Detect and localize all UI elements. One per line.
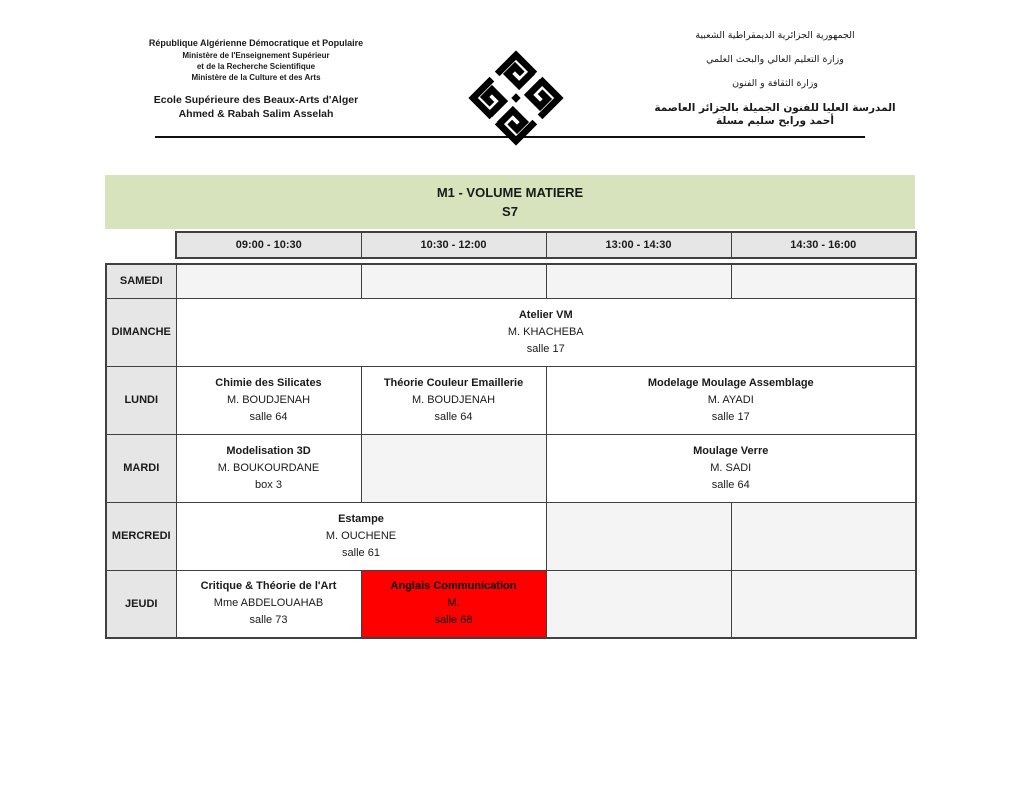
empty-cell xyxy=(546,264,731,298)
course-cell-modelage xyxy=(546,366,916,434)
page-title: M1 - VOLUME MATIERE xyxy=(436,185,584,200)
course-title: Théorie Couleur Emaillerie xyxy=(383,376,524,389)
course-cell-critique xyxy=(176,570,361,638)
day-cell: DIMANCHE xyxy=(106,298,176,366)
time-header-cell-2: 10:30 - 12:00 xyxy=(361,232,546,258)
course-title: Estampe xyxy=(338,512,384,525)
row-mercredi xyxy=(106,502,916,570)
empty-cell xyxy=(731,502,916,570)
course-teacher: M. BOUKOURDANE xyxy=(217,461,320,474)
course-cell-chimie xyxy=(176,366,361,434)
school-logo xyxy=(464,46,569,151)
ministry-line-2: et de la Recherche Scientifique xyxy=(196,62,316,71)
course-title: Chimie des Silicates xyxy=(215,376,322,389)
course-title: Modelisation 3D xyxy=(226,444,311,457)
course-room: box 3 xyxy=(255,478,282,491)
day-cell: MARDI xyxy=(106,434,176,502)
empty-cell xyxy=(546,502,731,570)
empty-cell xyxy=(731,264,916,298)
course-title: Critique & Théorie de l'Art xyxy=(200,580,337,593)
row-mardi xyxy=(106,434,916,502)
school-name-fr-2: Ahmed & Rabah Salim Asselah xyxy=(178,108,334,120)
course-title: Anglais Communication xyxy=(390,580,517,593)
semester-label: S7 xyxy=(502,204,518,219)
course-teacher: M. BOUDJENAH xyxy=(226,393,311,406)
table-row xyxy=(176,232,916,258)
empty-cell xyxy=(176,264,361,298)
day-cell: JEUDI xyxy=(106,570,176,638)
school-name-ar-2: أحمد ورابح سليم مسلة xyxy=(716,115,834,127)
course-teacher: M. KHACHEBA xyxy=(507,325,584,338)
row-jeudi xyxy=(106,570,916,638)
course-teacher: M. AYADI xyxy=(707,393,754,406)
ministry-line-3: Ministère de la Culture et des Arts xyxy=(191,73,321,82)
empty-cell xyxy=(731,570,916,638)
school-name-fr: Ecole Supérieure des Beaux-Arts d'Alger xyxy=(153,94,359,106)
course-room: salle 64 xyxy=(711,478,750,491)
course-teacher: M. SADI xyxy=(710,461,752,474)
time-header-cell-1: 09:00 - 10:30 xyxy=(176,232,361,258)
row-dimanche xyxy=(106,298,916,366)
course-room: salle 17 xyxy=(526,342,565,355)
row-lundi xyxy=(106,366,916,434)
course-title: Moulage Verre xyxy=(693,444,769,457)
course-room: salle 64 xyxy=(249,410,288,423)
course-teacher: M. xyxy=(447,597,460,610)
ministry-line-ar-1: وزارة التعليم العالي والبحث العلمي xyxy=(706,54,844,65)
course-cell-theorie-couleur xyxy=(361,366,546,434)
course-teacher: M. BOUDJENAH xyxy=(411,393,496,406)
day-cell: LUNDI xyxy=(106,366,176,434)
schedule-table xyxy=(105,263,917,639)
republic-line-ar: الجمهورية الجزائرية الديمقراطية الشعبية xyxy=(695,30,855,41)
course-cell-atelier-vm xyxy=(176,298,916,366)
institution-block-fr xyxy=(108,38,404,120)
empty-cell xyxy=(546,570,731,638)
course-room: salle 73 xyxy=(249,614,288,627)
time-header-row xyxy=(175,231,917,259)
course-cell-anglais-highlighted xyxy=(361,570,546,638)
course-teacher: Mme ABDELOUAHAB xyxy=(213,597,324,610)
ministry-line-1: Ministère de l'Enseignement Supérieur xyxy=(182,51,330,60)
day-cell: SAMEDI xyxy=(106,264,176,298)
institution-block-ar xyxy=(630,30,920,127)
course-cell-estampe xyxy=(176,502,546,570)
course-room: salle 61 xyxy=(342,546,380,559)
course-room: salle 64 xyxy=(434,410,473,423)
time-header-cell-4: 14:30 - 16:00 xyxy=(731,232,916,258)
course-title: Atelier VM xyxy=(518,308,573,321)
row-samedi xyxy=(106,264,916,298)
course-teacher: M. OUCHENE xyxy=(325,529,397,542)
course-title: Modelage Moulage Assemblage xyxy=(647,376,814,389)
course-cell-moulage-verre xyxy=(546,434,916,502)
title-bar xyxy=(105,175,915,229)
empty-cell xyxy=(361,434,546,502)
republic-line: République Algérienne Démocratique et Populaire xyxy=(148,38,364,48)
course-room: salle 17 xyxy=(711,410,750,423)
time-header-cell-3: 13:00 - 14:30 xyxy=(546,232,731,258)
empty-cell xyxy=(361,264,546,298)
course-cell-modelisation-3d xyxy=(176,434,361,502)
course-room: salle 68 xyxy=(434,614,473,627)
school-name-ar: المدرسة العليا للفنون الجميلة بالجزائر العاصمة xyxy=(654,102,896,114)
ministry-line-ar-2: وزارة الثقافة و الفنون xyxy=(732,78,818,89)
day-cell: MERCREDI xyxy=(106,502,176,570)
